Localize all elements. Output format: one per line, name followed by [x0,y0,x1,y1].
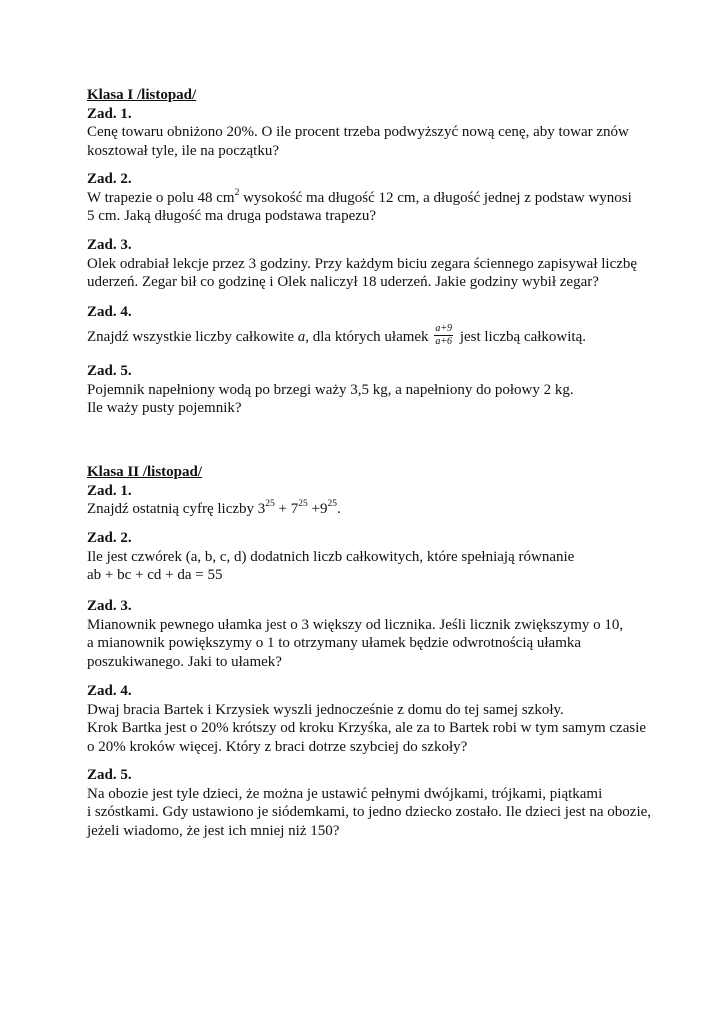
task-text: uderzeń. Zegar bił co godzinę i Olek naliczył 18 uderzeń. Jakie godziny wybił zegar? [87,274,599,290]
fraction-denominator: a+6 [435,335,453,347]
task-label: Zad. 5. [87,363,132,379]
task-text: Ile waży pusty pojemnik? [87,400,242,416]
task-text: jeżeli wiadomo, że jest ich mniej niż 150? [87,822,340,839]
klasa1-task-2 [87,170,667,226]
task-text: Na obozie jest tyle dzieci, że można je ustawić pełnymi dwójkami, trójkami, piątkami [87,785,603,802]
task-text: Cenę towaru obniżono 20%. O ile procent trzeba podwyższyć nową cenę, aby towar znów [87,124,629,140]
task-text: a mianownik powiększymy o 1 to otrzymany ułamek będzie odwrotnością ułamka [87,635,582,651]
superscript: 25 [265,499,275,509]
math-variable: a [297,328,306,345]
task-text: Krok Bartka jest o 20% krótszy od kroku Krzyśka, ale za to Bartek robi w tym samym czasie [87,720,647,736]
task-text: Olek odrabiał lekcje przez 3 godziny. Przy każdym biciu zegara ściennego zapisywał liczbę [87,255,638,272]
text-span: jest liczbą całkowitą. [456,328,587,345]
text-span: +9 [307,501,328,517]
text-span: Znajdź wszystkie liczby całkowite [87,328,298,345]
task-label: Zad. 1. [87,482,132,499]
task-label: Zad. 2. [87,171,132,187]
klasa2-header [87,463,667,519]
klasa1-task-3 [87,236,667,292]
task-text: poszukiwanego. Jaki to ułamek? [87,653,282,670]
section-title: Klasa II /listopad/ [87,464,203,480]
task-text: Dwaj bracia Bartek i Krzysiek wyszli jednocześnie z domu do tej samej szkoły. [87,701,564,718]
task-label: Zad. 4. [87,683,132,699]
text-span: W trapezie o polu 48 cm [87,189,235,206]
klasa2-task-4 [87,682,667,756]
task-text: Ile jest czwórek (a, b, c, d) dodatnich liczb całkowitych, które spełniają równanie [87,548,575,565]
fraction-numerator: a+9 [435,322,453,334]
task-label: Zad. 3. [87,598,132,614]
task-text: i szóstkami. Gdy ustawiono je siódemkami, to jedno dziecko zostało. Ile dzieci jest na obozie, [87,804,652,820]
text-span: , dla których ułamek [305,328,433,345]
task-label: Zad. 1. [87,105,132,122]
text-span: + 7 [274,501,299,517]
text-span: . [336,501,341,517]
klasa2-task-5 [87,766,667,840]
task-text [87,322,667,350]
klasa2-task-2 [87,529,667,585]
klasa2-task-3 [87,597,667,671]
fraction [434,323,453,348]
superscript: 25 [327,499,337,509]
superscript: 2 [234,187,240,198]
task-text: Pojemnik napełniony wodą po brzegi waży 3,5 kg, a napełniony do połowy 2 kg. [87,381,574,398]
task-label: Zad. 2. [87,530,132,546]
klasa1-task-5 [87,362,667,418]
superscript: 25 [298,499,308,509]
text-span: wysokość ma długość 12 cm, a długość jednej z podstaw wynosi [239,189,632,206]
task-label: Zad. 5. [87,767,132,783]
task-text: kosztował tyle, ile na początku? [87,142,280,159]
klasa1-task-4 [87,303,667,350]
task-text: 5 cm. Jaką długość ma druga podstawa trapezu? [87,208,377,224]
task-text [87,500,667,519]
task-text: o 20% kroków więcej. Który z braci dotrze szybciej do szkoły? [87,738,468,755]
klasa1-header [87,86,667,160]
task-text: ab + bc + cd + da = 55 [87,567,223,583]
task-text [87,189,667,208]
section-title: Klasa I /listopad/ [87,87,197,103]
task-text: Mianownik pewnego ułamka jest o 3 większy od licznika. Jeśli licznik zwiększymy o 10, [87,616,624,633]
text-span: Znajdź ostatnią cyfrę liczby 3 [87,501,266,517]
task-label: Zad. 4. [87,304,132,320]
task-label: Zad. 3. [87,237,132,253]
